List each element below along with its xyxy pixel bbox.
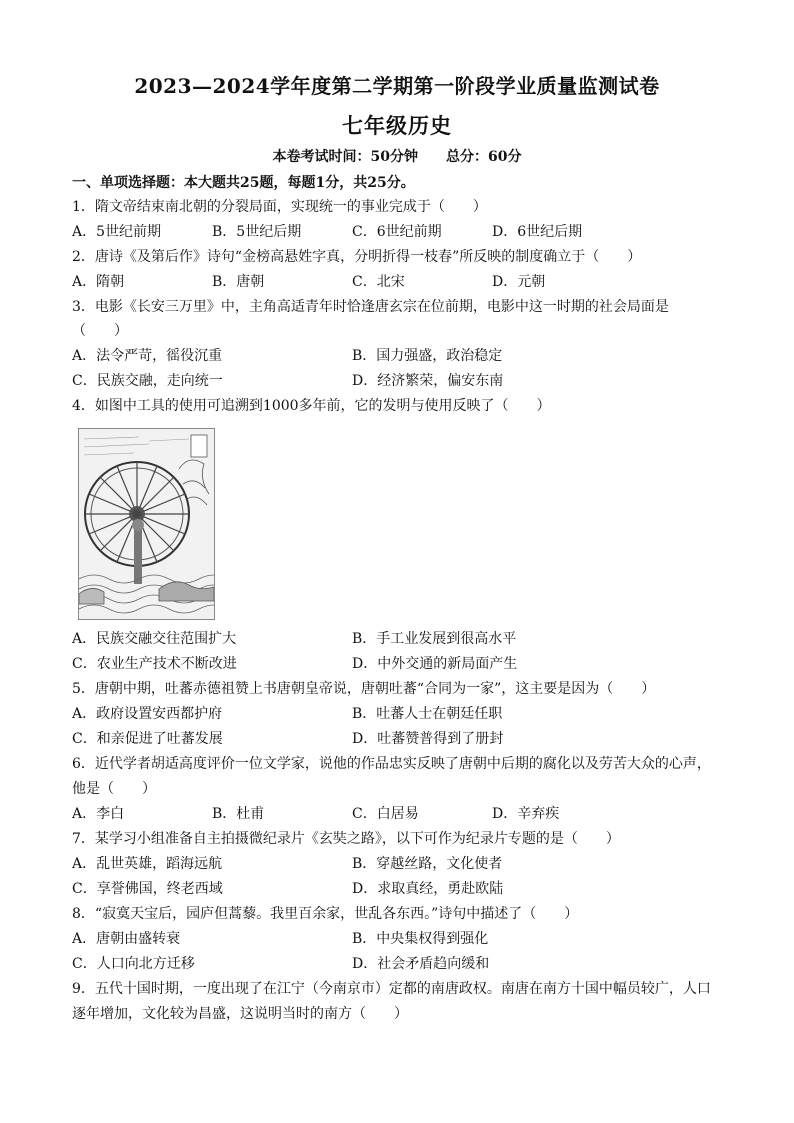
exam-info: 本卷考试时间：50分钟 总分：60分 xyxy=(272,149,522,165)
subject-title: 七年级历史 xyxy=(342,113,452,138)
question-6-option-a: A．李白 xyxy=(72,806,125,822)
question-9-stem: 9．五代十国时期，一度出现了在江宁（今南京市）定都的南唐政权。南唐在南方十国中幅员较广，人口 xyxy=(72,981,711,997)
question-1-stem: 1．隋文帝结束南北朝的分裂局面，实现统一的事业完成于（ ） xyxy=(72,199,487,215)
question-7-option-b: B．穿越丝路，文化使者 xyxy=(352,856,503,872)
question-5-option-a: A．政府设置安西都护府 xyxy=(72,706,223,722)
question-5-option-c: C．和亲促进了吐蕃发展 xyxy=(72,731,223,747)
question-4-option-c: C．农业生产技术不断改进 xyxy=(72,656,237,672)
question-1-option-a: A．5世纪前期 xyxy=(72,224,162,240)
question-3-option-c: C．民族交融，走向统一 xyxy=(72,373,223,389)
question-8-stem: 8．“寂寞天宝后，园庐但蒿藜。我里百余家，世乱各东西。”诗句中描述了（ ） xyxy=(72,906,579,922)
question-7-option-c: C．享誉佛国，终老西域 xyxy=(72,881,223,897)
waterwheel-illustration xyxy=(78,428,215,620)
question-5-option-b: B．吐蕃人士在朝廷任职 xyxy=(352,706,503,722)
question-6-option-b: B．杜甫 xyxy=(212,806,265,822)
question-2-option-b: B．唐朝 xyxy=(212,274,265,290)
question-7-option-a: A．乱世英雄，蹈海远航 xyxy=(72,856,223,872)
question-3-stem-cont: （ ） xyxy=(72,323,128,339)
question-6-option-d: D．辛弃疾 xyxy=(492,806,560,822)
question-3-option-b: B．国力强盛，政治稳定 xyxy=(352,348,503,364)
question-4-stem: 4．如图中工具的使用可追溯到1000多年前，它的发明与使用反映了（ ） xyxy=(72,398,551,414)
question-9-stem-cont: 逐年增加，文化较为昌盛，这说明当时的南方（ ） xyxy=(72,1006,408,1022)
waterwheel-drawing xyxy=(79,429,214,619)
question-8-option-a: A．唐朝由盛转衰 xyxy=(72,931,181,947)
question-1-option-b: B．5世纪后期 xyxy=(212,224,302,240)
question-4-option-b: B．手工业发展到很高水平 xyxy=(352,631,517,647)
question-1-option-c: C．6世纪前期 xyxy=(352,224,442,240)
question-2-option-c: C．北宋 xyxy=(352,274,405,290)
question-6-stem: 6．近代学者胡适高度评价一位文学家，说他的作品忠实反映了唐朝中后期的腐化以及劳苦大众的心声， xyxy=(72,756,711,772)
question-2-stem: 2．唐诗《及第后作》诗句“金榜高悬姓字真，分明折得一枝春”所反映的制度确立于（ ） xyxy=(72,249,642,265)
question-1-option-d: D．6世纪后期 xyxy=(492,224,583,240)
question-4-option-d: D．中外交通的新局面产生 xyxy=(352,656,518,672)
question-8-option-d: D．社会矛盾趋向缓和 xyxy=(352,956,490,972)
question-3-option-a: A．法令严苛，徭役沉重 xyxy=(72,348,223,364)
question-8-option-c: C．人口向北方迁移 xyxy=(72,956,195,972)
question-6-stem-cont: 他是（ ） xyxy=(72,781,156,797)
question-7-stem: 7．某学习小组准备自主拍摄微纪录片《玄奘之路》，以下可作为纪录片专题的是（ ） xyxy=(72,831,620,847)
question-5-stem: 5．唐朝中期，吐蕃赤德祖赞上书唐朝皇帝说，唐朝吐蕃“合同为一家”，这主要是因为（ ） xyxy=(72,681,656,697)
section-heading: 一、单项选择题：本大题共25题，每题1分，共25分。 xyxy=(72,175,415,191)
question-4-option-a: A．民族交融交往范围扩大 xyxy=(72,631,237,647)
question-2-option-d: D．元朝 xyxy=(492,274,546,290)
question-5-option-d: D．吐蕃赞普得到了册封 xyxy=(352,731,504,747)
question-8-option-b: B．中央集权得到强化 xyxy=(352,931,489,947)
question-2-option-a: A．隋朝 xyxy=(72,274,125,290)
question-6-option-c: C．白居易 xyxy=(352,806,419,822)
question-3-option-d: D．经济繁荣，偏安东南 xyxy=(352,373,504,389)
exam-title: 2023—2024学年度第二学期第一阶段学业质量监测试卷 xyxy=(134,74,660,98)
question-7-option-d: D．求取真经，勇赴欧陆 xyxy=(352,881,504,897)
question-3-stem: 3．电影《长安三万里》中，主角高适青年时恰逢唐玄宗在位前期，电影中这一时期的社会局面是 xyxy=(72,299,669,315)
